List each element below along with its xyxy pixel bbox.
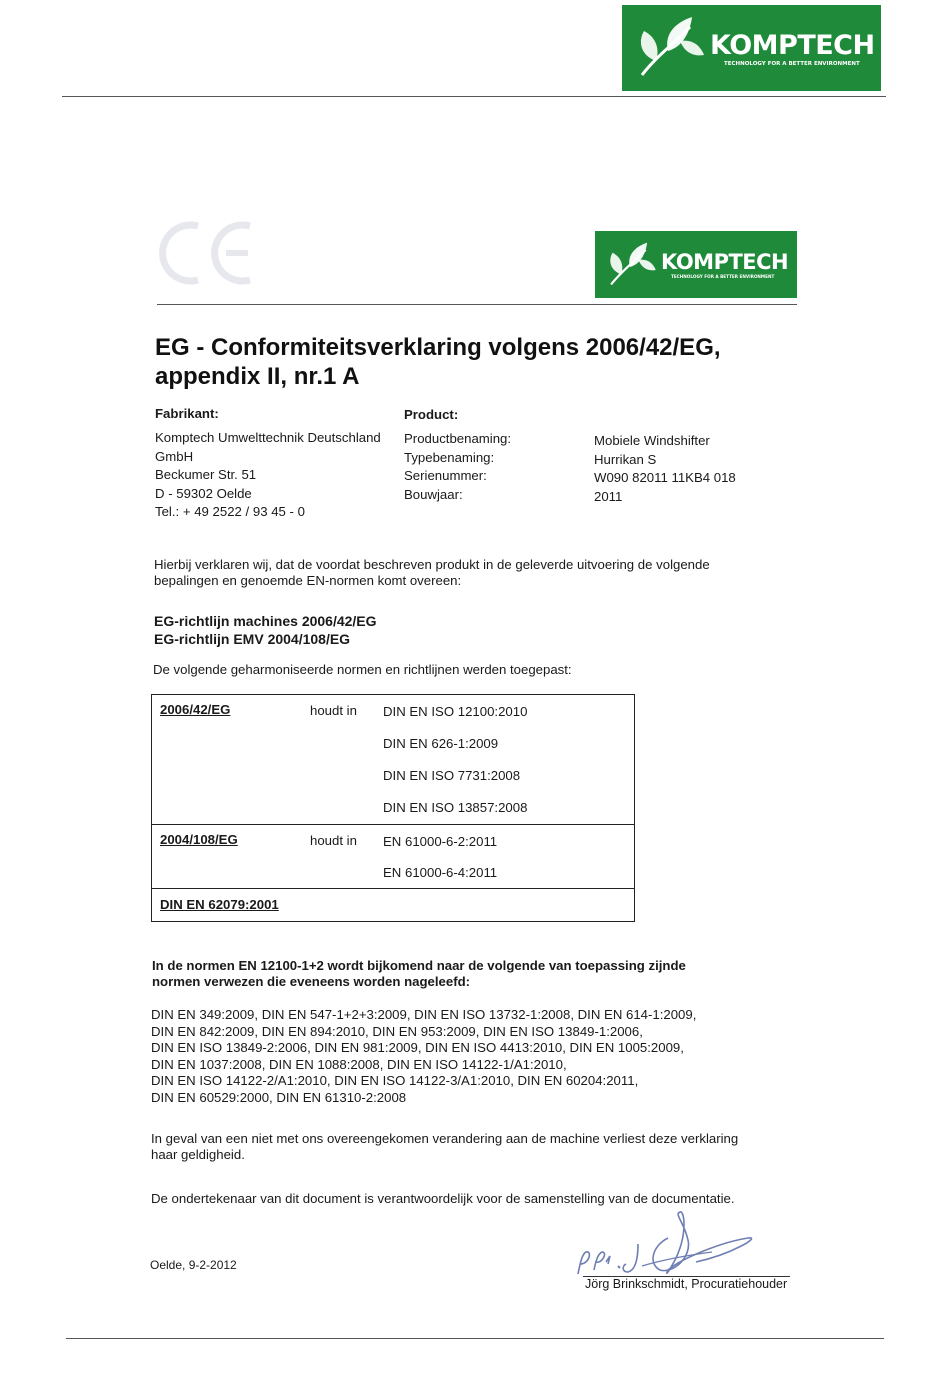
norm-group-code: 2006/42/EG (160, 702, 231, 717)
norm-relation: houdt in (310, 833, 357, 848)
validity-text (151, 1131, 791, 1163)
applied-intro: De volgende geharmoniseerde normen en richtlijnen werden toegepast: (153, 662, 572, 677)
responsibility-text: De ondertekenaar van dit document is verantwoordelijk voor de samenstelling van de documentatie. (151, 1191, 735, 1206)
product-label: Productbenaming: (404, 431, 512, 446)
document-logo-tagline: TECHNOLOGY FOR A BETTER ENVIRONMENT (671, 274, 775, 279)
norm-group-code: DIN EN 62079:2001 (160, 897, 279, 912)
ce-mark-icon (150, 218, 260, 288)
additional-norms-line: DIN EN 1037:2008, DIN EN 1088:2008, DIN EN ISO 14122-1/A1:2010, (151, 1056, 567, 1072)
norms-table (151, 694, 635, 922)
document-logo-name: KOMPTECH (661, 250, 789, 274)
additional-heading (152, 958, 772, 990)
manufacturer-line: D - 59302 Oelde (155, 485, 252, 501)
norm-group-code: 2004/108/EG (160, 832, 238, 847)
additional-heading-line-1: In de normen EN 12100-1+2 wordt bijkomend naar de volgende van toepassing zijnde (152, 958, 686, 973)
product-label: Serienummer: (404, 468, 487, 484)
footer-rule (66, 1338, 884, 1339)
title-line-2: appendix II, nr.1 A (155, 363, 360, 390)
norm-item: DIN EN ISO 7731:2008 (383, 768, 521, 783)
validity-line-2: haar geldigheid. (151, 1147, 245, 1162)
norm-relation: houdt in (310, 703, 357, 718)
additional-norms-line: DIN EN 349:2009, DIN EN 547-1+2+3:2009, DIN EN ISO 13732-1:2008, DIN EN 614-1:2009, (151, 1007, 697, 1022)
norm-item: DIN EN 626-1:2009 (383, 736, 499, 751)
manufacturer-address (155, 429, 381, 522)
manufacturer-line: Komptech Umwelttechnik Deutschland (155, 430, 381, 445)
additional-norms-line: DIN EN 842:2009, DIN EN 894:2010, DIN EN 953:2009, DIN EN ISO 13849-1:2006, (151, 1023, 643, 1039)
product-value: W090 82011 11KB4 018 (594, 470, 736, 486)
signatory-name: Jörg Brinkschmidt, Procuratiehouder (585, 1277, 788, 1291)
place-date: Oelde, 9-2-2012 (150, 1258, 237, 1272)
norm-item: DIN EN ISO 12100:2010 (383, 704, 528, 719)
page-title (155, 333, 795, 391)
norm-item: DIN EN ISO 13857:2008 (383, 800, 528, 815)
header-logo-name: KOMPTECH (710, 29, 875, 61)
document-rule (157, 304, 797, 305)
table-divider (152, 888, 634, 889)
additional-heading-line-2: normen verwezen die eveneens worden nageleefd: (152, 974, 471, 989)
product-value: Hurrikan S (594, 451, 657, 467)
directive-emv: EG-richtlijn EMV 2004/108/EG (154, 631, 351, 647)
norm-item: EN 61000-6-2:2011 (383, 834, 498, 849)
manufacturer-heading: Fabrikant: (155, 406, 219, 421)
manufacturer-line: Beckumer Str. 51 (155, 467, 257, 483)
directive-machines: EG-richtlijn machines 2006/42/EG (154, 613, 377, 629)
manufacturer-line: GmbH (155, 448, 194, 464)
additional-norms-line: DIN EN ISO 13849-2:2006, DIN EN 981:2009, DIN EN ISO 4413:2010, DIN EN 1005:2009, (151, 1040, 684, 1056)
title-line-1: EG - Conformiteitsverklaring volgens 2006/42/EG, (155, 334, 721, 361)
product-label: Bouwjaar: (404, 486, 463, 502)
product-labels (404, 430, 511, 504)
product-values (594, 432, 736, 506)
directives (154, 612, 377, 648)
manufacturer-line: Tel.: + 49 2522 / 93 45 - 0 (155, 504, 305, 520)
declaration-text (154, 557, 774, 589)
product-value: 2011 (594, 488, 623, 504)
document-logo (595, 231, 797, 298)
norm-item: EN 61000-6-4:2011 (383, 865, 498, 880)
additional-norms-list (151, 1007, 791, 1107)
leaf-icon (628, 5, 714, 91)
product-label: Typebenaming: (404, 449, 495, 465)
signature-icon (572, 1208, 762, 1284)
additional-norms-line: DIN EN 60529:2000, DIN EN 61310-2:2008 (151, 1089, 407, 1105)
header-logo (622, 5, 881, 91)
header-rule (62, 96, 886, 97)
leaf-icon (601, 234, 663, 296)
table-divider (152, 824, 634, 825)
product-heading: Product: (404, 407, 459, 422)
header-logo-tagline: TECHNOLOGY FOR A BETTER ENVIRONMENT (724, 60, 860, 67)
validity-line-1: In geval van een niet met ons overeengekomen verandering aan de machine verliest deze verklaring (151, 1131, 739, 1146)
declaration-line-1: Hierbij verklaren wij, dat de voordat beschreven produkt in de geleverde uitvoering de volgende (154, 557, 710, 572)
additional-norms-line: DIN EN ISO 14122-2/A1:2010, DIN EN ISO 14122-3/A1:2010, DIN EN 60204:2011, (151, 1073, 639, 1089)
product-value: Mobiele Windshifter (594, 433, 710, 448)
declaration-line-2: bepalingen en genoemde EN-normen komt overeen: (154, 573, 462, 588)
